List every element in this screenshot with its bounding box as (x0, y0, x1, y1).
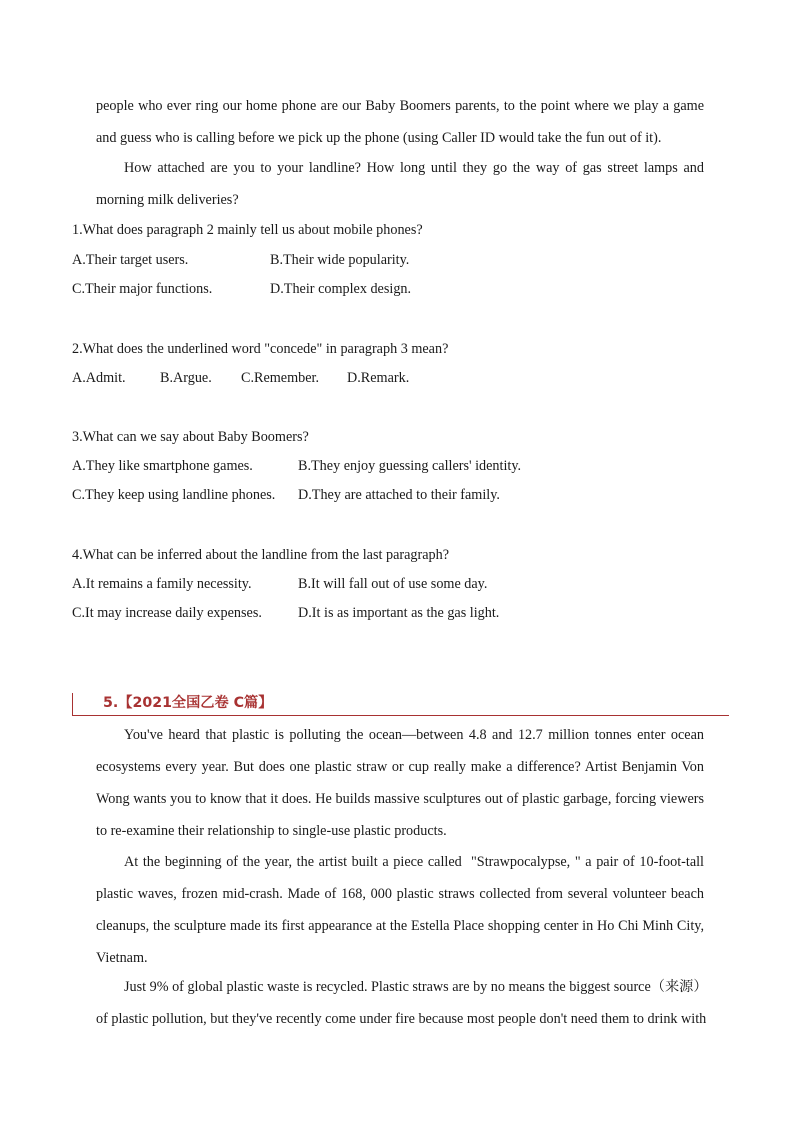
option-c: C.Their major functions. (72, 281, 213, 297)
section-header (72, 693, 729, 716)
option-d: D.Remark. (347, 370, 410, 386)
option-a: A.It remains a family necessity. (72, 576, 252, 592)
text-line: Just 9% of global plastic waste is recycled. Plastic straws are by no means the biggest source（来源） (124, 979, 708, 995)
text-line: Vietnam. (96, 950, 148, 966)
text-line: and guess who is calling before we pick up the phone (using Caller ID would take the fun out of it). (96, 130, 662, 146)
text-line: morning milk deliveries? (96, 192, 239, 208)
text-line: of plastic pollution, but they've recently come under fire because most people don't need them to drink with (96, 1011, 707, 1027)
text-line: You've heard that plastic is polluting the ocean—between 4.8 and 12.7 million tonnes enter ocean (124, 727, 704, 743)
text-line: At the beginning of the year, the artist built a piece called "Strawpocalypse, " a pair of 10-foot-tall (124, 854, 704, 870)
question-stem: 2.What does the underlined word "concede" in paragraph 3 mean? (72, 341, 449, 357)
option-d: D.It is as important as the gas light. (298, 605, 500, 621)
passage-paragraph (96, 152, 704, 216)
option-b: B.Their wide popularity. (270, 252, 410, 268)
passage-paragraph (96, 846, 704, 974)
option-c: C.Remember. (241, 370, 320, 386)
question-stem: 3.What can we say about Baby Boomers? (72, 429, 309, 445)
passage-paragraph (96, 719, 704, 847)
option-a: A.They like smartphone games. (72, 458, 253, 474)
option-c: C.It may increase daily expenses. (72, 605, 262, 621)
text-line: ecosystems every year. But does one plastic straw or cup really make a difference? Artist Benjamin Von (96, 759, 704, 775)
text-line: people who ever ring our home phone are our Baby Boomers parents, to the point where we play a game (96, 98, 704, 114)
option-b: B.Argue. (160, 370, 212, 386)
option-b: B.They enjoy guessing callers' identity. (298, 458, 522, 474)
passage-paragraph (96, 971, 708, 1035)
text-line: cleanups, the sculpture made its first appearance at the Estella Place shopping center in Ho Chi Minh City, (96, 918, 704, 934)
option-d: D.They are attached to their family. (298, 487, 500, 503)
option-a: A.Their target users. (72, 252, 189, 268)
text-line: How attached are you to your landline? How long until they go the way of gas street lamps and (124, 160, 704, 176)
option-b: B.It will fall out of use some day. (298, 576, 488, 592)
passage-paragraph (96, 90, 704, 154)
text-line: to re-examine their relationship to single-use plastic products. (96, 823, 447, 839)
section-title: 5.【2021全国乙卷 C篇】 (103, 695, 273, 711)
option-c: C.They keep using landline phones. (72, 487, 276, 503)
option-d: D.Their complex design. (270, 281, 412, 297)
text-line: plastic waves, frozen mid-crash. Made of 168, 000 plastic straws collected from several volunteer beach (96, 886, 704, 902)
section-divider (73, 715, 729, 716)
question-stem: 1.What does paragraph 2 mainly tell us about mobile phones? (72, 222, 423, 238)
question-stem: 4.What can be inferred about the landline from the last paragraph? (72, 547, 449, 563)
option-a: A.Admit. (72, 370, 126, 386)
text-line: Wong wants you to know that it does. He builds massive sculptures out of plastic garbage, forcing viewers (96, 791, 704, 807)
